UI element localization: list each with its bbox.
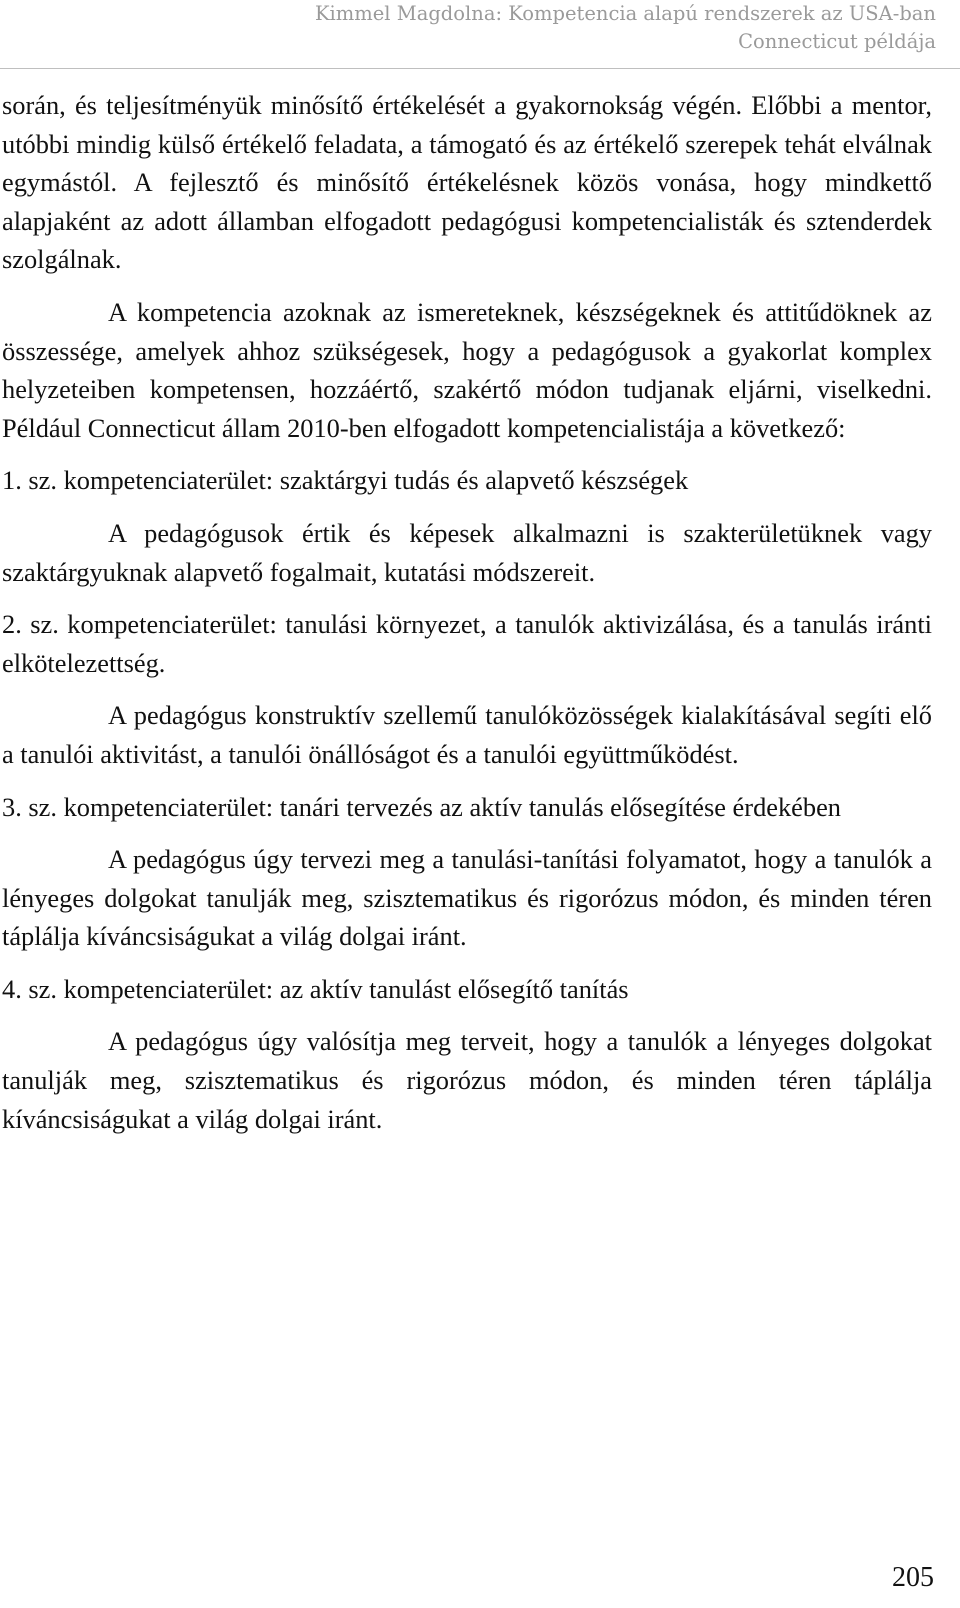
running-head — [236, 0, 936, 56]
competence-area-1-heading: 1. sz. kompetenciaterület: szaktárgyi tudás és alapvető készségek — [2, 465, 689, 496]
competence-area-1-description: A pedagógusok értik és képesek alkalmazni is szakterületüknek vagy szaktárgyuknak alapvető fogalmait, kutatási módszereit. — [2, 517, 932, 587]
competence-area-3-heading: 3. sz. kompetenciaterület: tanári tervezés az aktív tanulás elősegítése érdekében — [2, 791, 841, 822]
running-head-title: Kimmel Magdolna: Kompetencia alapú rendszerek az USA-ban — [314, 2, 936, 25]
paragraph-competence-definition: A kompetencia azoknak az ismereteknek, készségeknek és attitűdöknek az összessége, amelyek ahhoz szükségesek, hogy a pedagógusok a gyakorlat komplex helyzeteiben kompetensen, hozzáértő, szakértő módon tudjanak eljárni, viselkedni. Például Connecticut állam 2010-ben elfogadott kompetencialistája a következő: — [2, 296, 932, 443]
competence-area-2-heading: 2. sz. kompetenciaterület: tanulási környezet, a tanulók aktivizálása, és a tanulás iránti elkötelezettség. — [2, 609, 932, 678]
competence-area-2-description: A pedagógus konstruktív szellemű tanulóközösségek kialakításával segíti elő a tanulói aktivitást, a tanulói önállóságot és a tanulói együttműködést. — [2, 700, 932, 769]
page-number: 205 — [892, 1562, 934, 1593]
header-divider — [0, 68, 960, 69]
running-head-subtitle: Connecticut példája — [738, 30, 936, 53]
page-body — [2, 86, 932, 1138]
competence-area-3-description: A pedagógus úgy tervezi meg a tanulási-tanítási folyamatot, hogy a tanulók a lényeges dolgokat tanulják meg, szisztematikus és rigorózus módon, és minden téren táplálja kíváncsiságukat a világ dolgai iránt. — [2, 844, 932, 952]
competence-area-4-description: A pedagógus úgy valósítja meg terveit, hogy a tanulók a lényeges dolgokat tanulják meg, szisztematikus és rigorózus módon, és minden téren táplálja kíváncsiságukat a világ dolgai iránt. — [2, 1026, 932, 1134]
paragraph-continuation: során, és teljesítményük minősítő értékelését a gyakornokság végén. Előbbi a mentor, utóbbi mindig külső értékelő feladata, a támogató és az értékelő szerepek tehát elválnak egymástól. A fejlesztő és minősítő értékelésnek közös vonása, hogy mindkettő alapjaként az adott államban elfogadott pedagógusi kompetencialisták és sztenderdek szolgálnak. — [2, 90, 932, 275]
competence-area-4-heading: 4. sz. kompetenciaterület: az aktív tanulást elősegítő tanítás — [2, 973, 629, 1004]
